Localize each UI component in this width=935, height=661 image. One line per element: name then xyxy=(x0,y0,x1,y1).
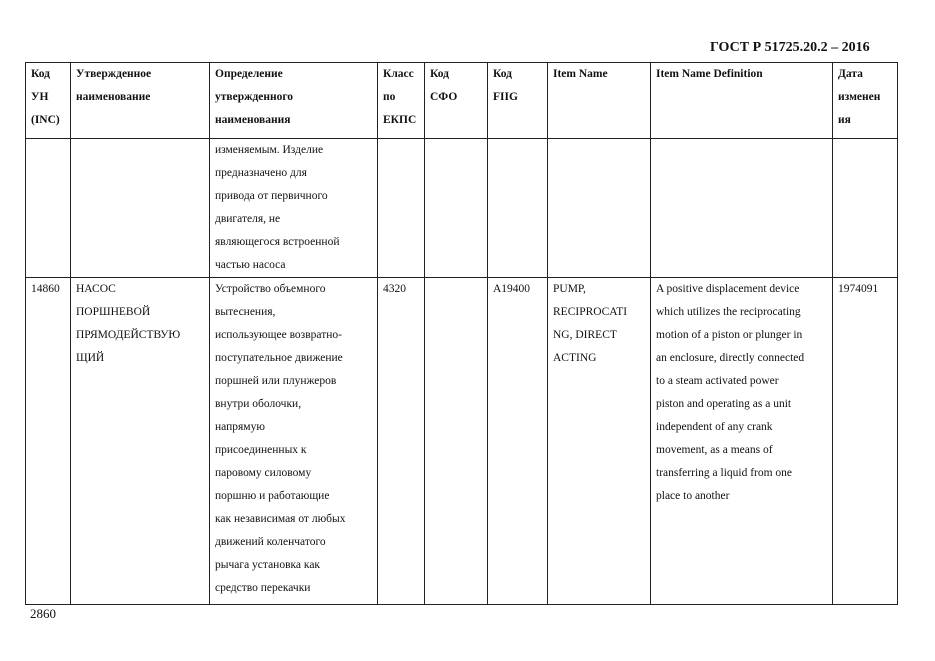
column-header-ekps-class: Класс по ЕКПС xyxy=(378,63,425,139)
cell-item-name-definition: A positive displacement device which utilizes the reciprocating motion of a piston or plunger in an enclosure, directly connected to a steam activated power piston and operating as a unit independent of any crank movement, as a means of transferring a liquid from one place to another xyxy=(651,278,833,605)
cell-definition: изменяемым. Изделие предназначено для привода от первичного двигателя, не являющегося встроенной частью насоса xyxy=(210,139,378,278)
column-header-fiig-code: Код FIIG xyxy=(488,63,548,139)
cell-change-date: 1974091 xyxy=(833,278,898,605)
cell-item-name: PUMP, RECIPROCATI NG, DIRECT ACTING xyxy=(548,278,651,605)
cell-sfo-code xyxy=(425,139,488,278)
column-header-change-date: Дата изменен ия xyxy=(833,63,898,139)
column-header-approved-name: Утвержденное наименование xyxy=(71,63,210,139)
cell-approved-name xyxy=(71,139,210,278)
cell-fiig-code xyxy=(488,139,548,278)
column-header-inc: Код УН (INC) xyxy=(26,63,71,139)
page-number: 2860 xyxy=(30,606,56,621)
cell-change-date xyxy=(833,139,898,278)
cell-item-name xyxy=(548,139,651,278)
table-row xyxy=(26,139,898,278)
column-header-item-name-definition: Item Name Definition xyxy=(651,63,833,139)
cell-approved-name: НАСОС ПОРШНЕВОЙ ПРЯМОДЕЙСТВУЮ ЩИЙ xyxy=(71,278,210,605)
cell-item-name-definition xyxy=(651,139,833,278)
cell-sfo-code xyxy=(425,278,488,605)
column-header-item-name: Item Name xyxy=(548,63,651,139)
table-row xyxy=(26,278,898,605)
cell-ekps-class xyxy=(378,139,425,278)
cell-inc: 14860 xyxy=(26,278,71,605)
column-header-definition: Определение утвержденного наименования xyxy=(210,63,378,139)
table-header-row xyxy=(26,63,898,139)
document-number: ГОСТ Р 51725.20.2 – 2016 xyxy=(710,40,870,55)
column-header-sfo-code: Код СФО xyxy=(425,63,488,139)
cell-inc xyxy=(26,139,71,278)
cell-definition: Устройство объемного вытеснения, использующее возвратно- поступательное движение поршней или плунжеров внутри оболочки, напрямую присоединенных к паровому силовому поршню и работающие как независимая от любых движений коленчатого рычага установка как средство перекачки xyxy=(210,278,378,605)
cell-ekps-class: 4320 xyxy=(378,278,425,605)
cell-fiig-code: A19400 xyxy=(488,278,548,605)
catalog-table xyxy=(25,62,898,605)
